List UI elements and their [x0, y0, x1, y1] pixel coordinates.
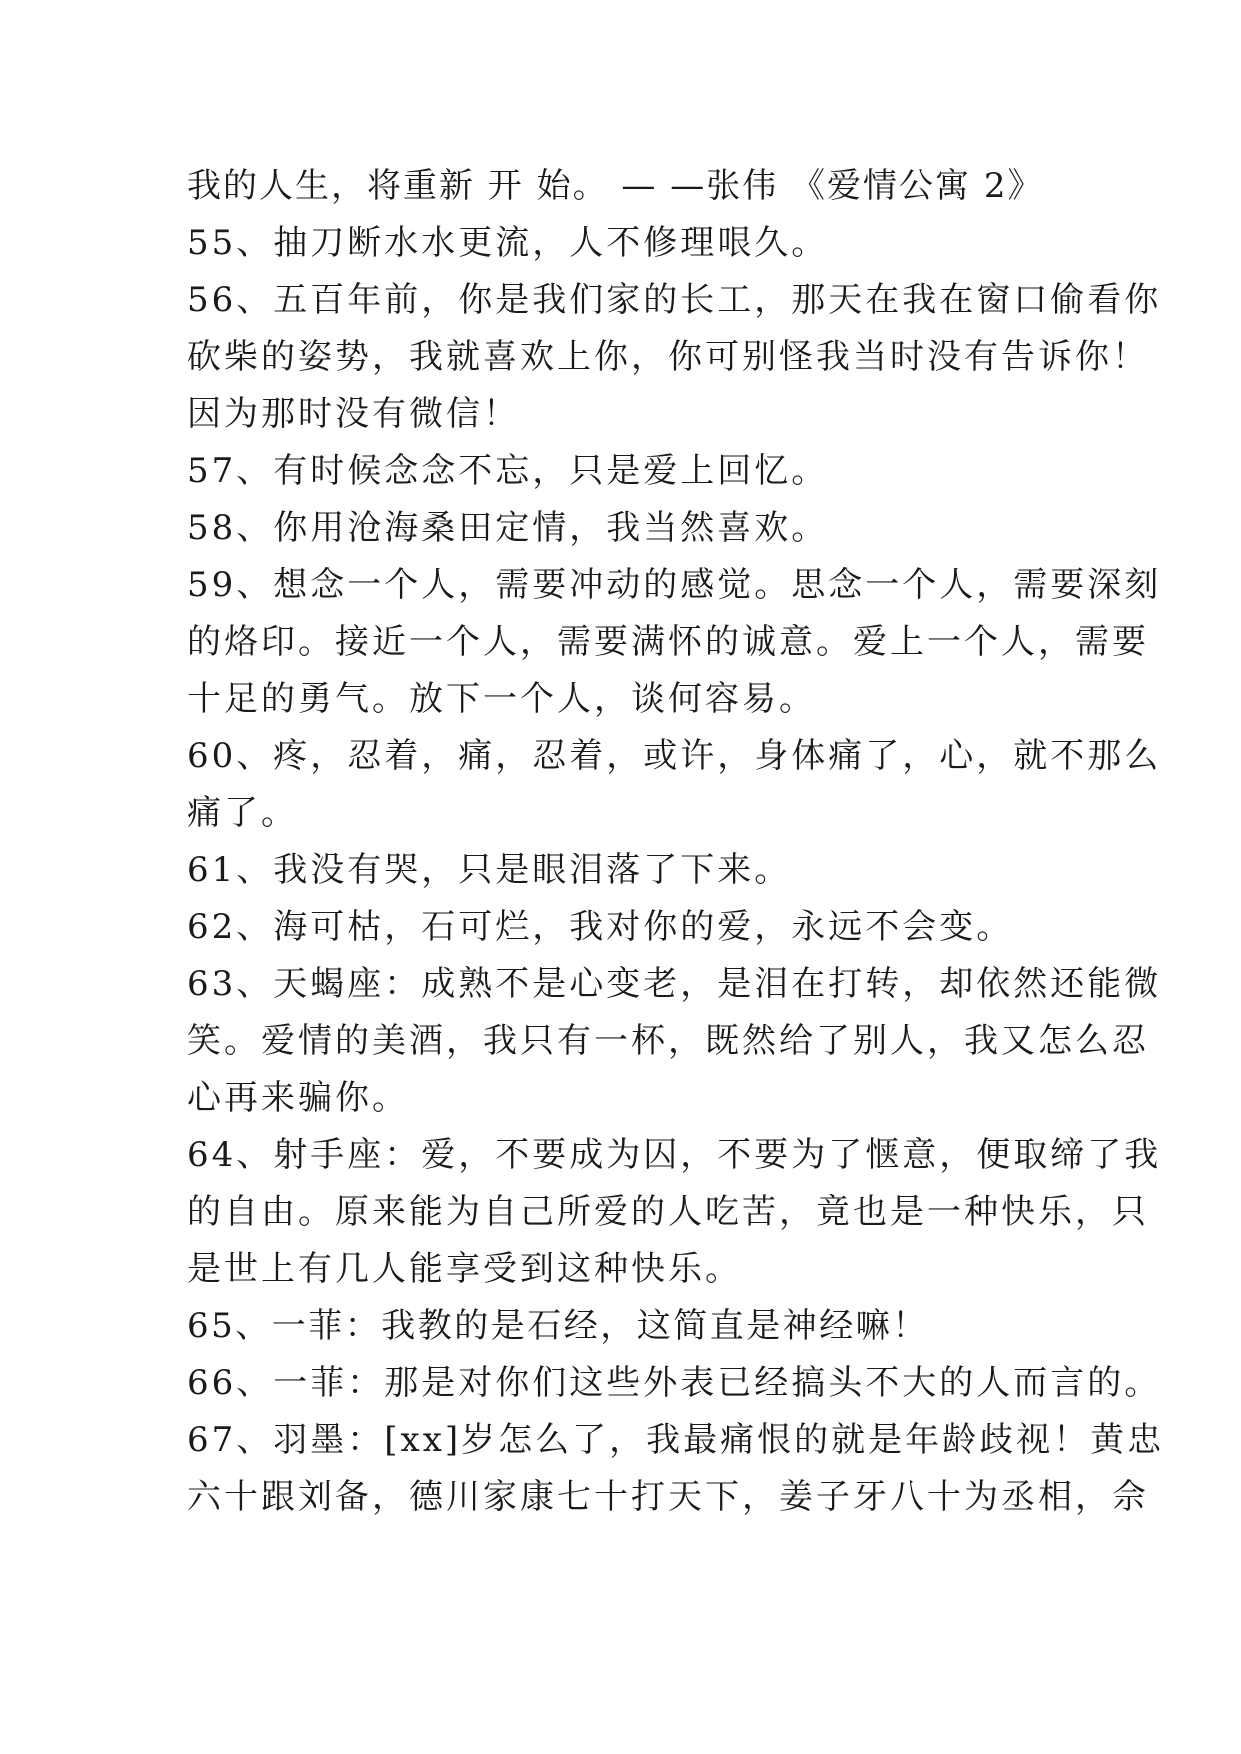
text-line: 我的人生，将重新 开 始。 — —张伟 《爱情公寓 2》	[187, 166, 1044, 206]
text-line: 是世上有几人能享受到这种快乐。	[187, 1249, 742, 1289]
text-line: 十足的勇气。放下一个人，谈何容易。	[187, 679, 816, 719]
text-line: 66、一菲：那是对你们这些外表已经搞头不大的人而言的。	[187, 1363, 1162, 1403]
text-line: 65、一菲：我教的是石经，这简直是神经嘛！	[187, 1306, 929, 1346]
text-line: 64、射手座：爱，不要成为囚，不要为了惬意，便取缔了我	[187, 1135, 1162, 1175]
text-line: 痛了。	[187, 793, 298, 833]
text-line: 55、抽刀断水水更流，人不修理哏久。	[187, 223, 829, 263]
text-line: 因为那时没有微信！	[187, 394, 520, 434]
text-line: 57、有时候念念不忘，只是爱上回忆。	[187, 451, 829, 491]
text-line: 的自由。原来能为自己所爱的人吃苦，竟也是一种快乐，只	[187, 1192, 1149, 1232]
text-line: 61、我没有哭，只是眼泪落了下来。	[187, 850, 792, 890]
text-line: 六十跟刘备，德川家康七十打天下，姜子牙八十为丞相，佘	[187, 1477, 1149, 1517]
text-line: 58、你用沧海桑田定情，我当然喜欢。	[187, 508, 829, 548]
text-line: 心再来骗你。	[187, 1078, 409, 1118]
text-line: 56、五百年前，你是我们家的长工，那天在我在窗口偷看你	[187, 280, 1162, 320]
text-line: 笑。爱情的美酒，我只有一杯，既然给了别人，我又怎么忍	[187, 1021, 1149, 1061]
text-line: 砍柴的姿势，我就喜欢上你，你可别怪我当时没有告诉你！	[187, 337, 1149, 377]
text-line: 67、羽墨：[xx]岁怎么了，我最痛恨的就是年龄歧视！黄忠	[187, 1420, 1165, 1460]
text-line: 的烙印。接近一个人，需要满怀的诚意。爱上一个人，需要	[187, 622, 1149, 662]
text-line: 63、天蝎座：成熟不是心变老，是泪在打转，却依然还能微	[187, 964, 1162, 1004]
text-line: 62、海可枯，石可烂，我对你的爱，永远不会变。	[187, 907, 1014, 947]
text-line: 60、疼，忍着，痛，忍着，或许，身体痛了，心，就不那么	[187, 736, 1162, 776]
text-line: 59、想念一个人，需要冲动的感觉。思念一个人，需要深刻	[187, 565, 1162, 605]
